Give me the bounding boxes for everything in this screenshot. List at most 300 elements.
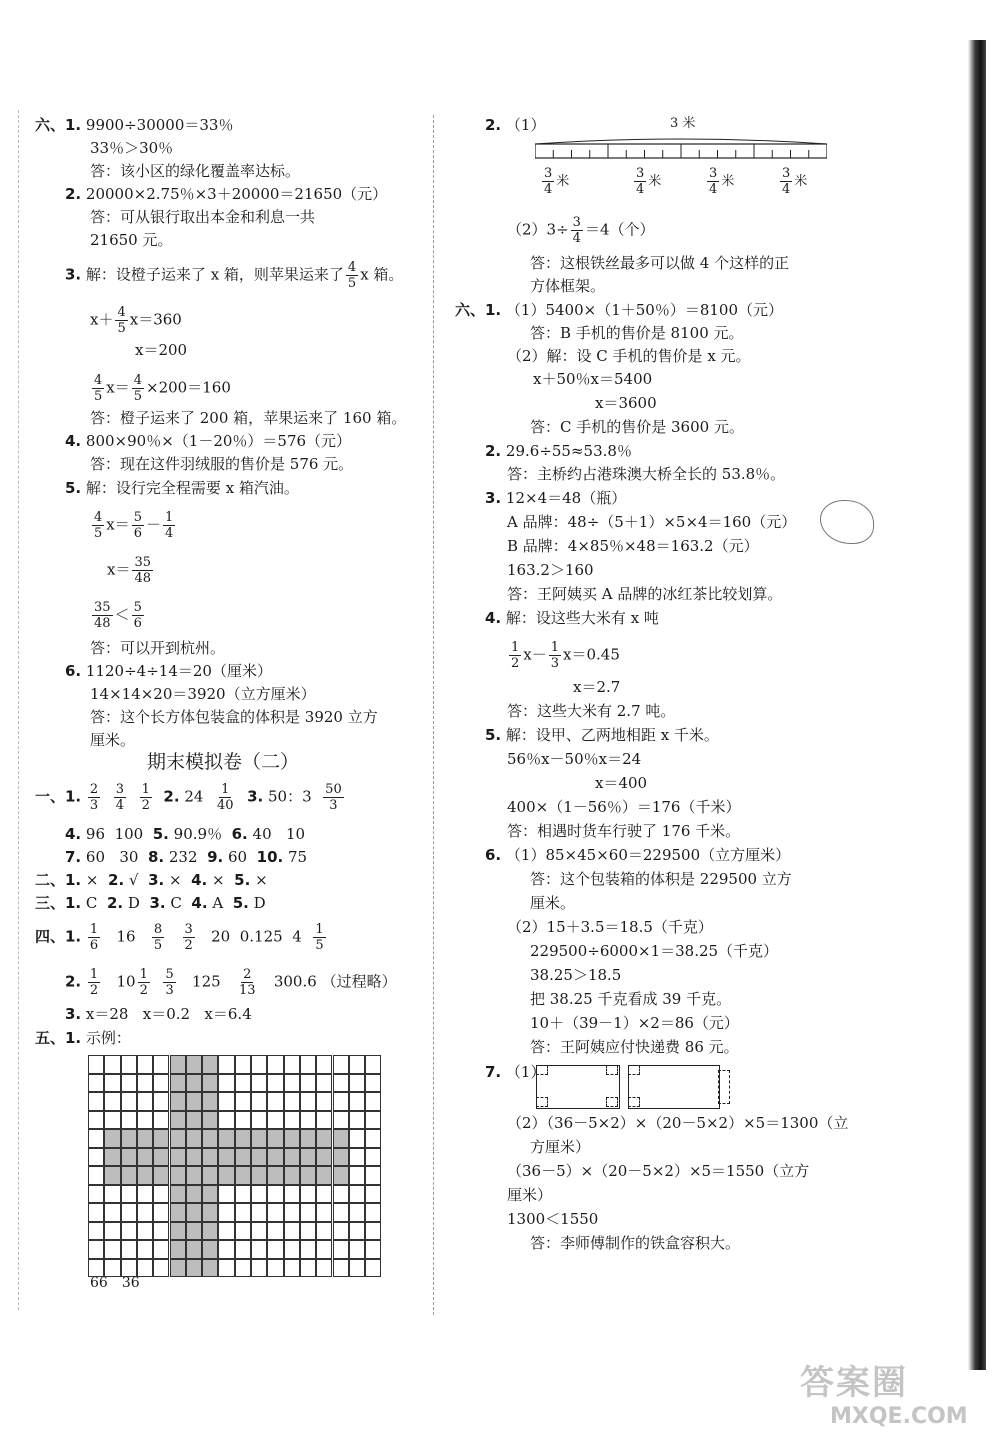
grid-cell (251, 1203, 267, 1222)
segment-label: 米 (648, 174, 662, 189)
grid-cell (153, 1222, 169, 1241)
grid-cell (316, 1185, 332, 1204)
fraction: $\frac{4}{5}$ (133, 373, 143, 404)
grid-cell (88, 1166, 104, 1185)
grid-cell-shaded (186, 1166, 202, 1185)
answer-value: × (169, 871, 182, 889)
equation: x＝0.45 (563, 645, 620, 664)
equation: （36－5）×（20－5×2）×5＝1550（立方 (507, 1162, 810, 1180)
item-label: 4. (485, 609, 502, 627)
corner-cut (628, 1065, 640, 1075)
answer-text: 答：这根铁丝最多可以做 4 个这样的正 (530, 254, 790, 272)
fraction: $\frac{2}{13}$ (238, 967, 256, 998)
grid-cell (267, 1222, 283, 1241)
grid-cell-shaded (121, 1166, 137, 1185)
grid-cell (251, 1185, 267, 1204)
ruler-label: 3 米 (670, 116, 696, 131)
item-label: 2. (163, 787, 180, 806)
grid-cell (267, 1111, 283, 1130)
equation: 10＋（39－1）×2＝86（元） (530, 1014, 739, 1032)
grid-cell (365, 1259, 381, 1278)
item-label: 四、1. (35, 927, 82, 946)
equation: x＝360 (129, 310, 182, 329)
grid-cell (137, 1259, 153, 1278)
grid-cell (153, 1259, 169, 1278)
grid-cell (365, 1185, 381, 1204)
grid-cell (153, 1074, 169, 1093)
equation: ＝4（个） (584, 220, 655, 239)
grid-cell (349, 1111, 365, 1130)
grid-cell (300, 1185, 316, 1204)
grid-cell (300, 1240, 316, 1259)
grid-cell-shaded (202, 1111, 218, 1130)
equation: （2）（36－5×2）×（20－5×2）×5＝1300（立 (507, 1114, 849, 1132)
grid-cell (121, 1185, 137, 1204)
equation: x＋ (90, 310, 114, 329)
grid-cell (267, 1259, 283, 1278)
grid-cell-shaded (300, 1129, 316, 1148)
equation: x＝ (106, 378, 130, 397)
grid-cell (349, 1185, 365, 1204)
corner-cut (606, 1065, 618, 1075)
corner-cut (536, 1097, 548, 1107)
grid-cell (333, 1055, 349, 1074)
equation: ×200＝160 (146, 378, 231, 397)
grid-cell-shaded (186, 1259, 202, 1278)
grid-cell (349, 1092, 365, 1111)
answer-text: 答：可以开到杭州。 (90, 639, 226, 657)
grid-cell (137, 1222, 153, 1241)
equation: x＝3600 (595, 394, 657, 412)
grid-cell-shaded (202, 1166, 218, 1185)
equation: x＝ (107, 560, 131, 579)
answer-text: 答：这个包装箱的体积是 229500 立方 (530, 870, 792, 888)
ruler-ticks (553, 144, 809, 158)
fraction: $\frac{1}{40}$ (216, 782, 234, 813)
grid-cell (365, 1129, 381, 1148)
fraction: $\frac{2}{3}$ (89, 782, 99, 813)
fraction: $\frac{35}{48}$ (134, 555, 152, 586)
grid-cell-shaded (104, 1148, 120, 1167)
item-label: 3. (65, 1005, 82, 1023)
grid-cell (251, 1074, 267, 1093)
grid-cell (121, 1092, 137, 1111)
answer-text: 答：李师傅制作的铁盒容积大。 (530, 1234, 741, 1252)
fraction: $\frac{1}{4}$ (165, 510, 174, 541)
grid-cell (251, 1259, 267, 1278)
grid-cell-shaded (235, 1166, 251, 1185)
grid-cell-shaded (170, 1092, 186, 1111)
grid-cell (333, 1185, 349, 1204)
grid-cell (365, 1092, 381, 1111)
grid-cell-shaded (170, 1129, 186, 1148)
answer-value: 0.125 (239, 927, 283, 946)
grid-cell-shaded (202, 1185, 218, 1204)
note-text: （过程略） (321, 972, 397, 991)
grid-cell-shaded (170, 1148, 186, 1167)
grid-cell-shaded (104, 1129, 120, 1148)
answer-value: 30 (119, 848, 139, 866)
grid-cell-shaded (170, 1111, 186, 1130)
equation: x－ (523, 645, 547, 664)
grid-cell-shaded (235, 1148, 251, 1167)
grid-cell (104, 1203, 120, 1222)
grid-cell (333, 1259, 349, 1278)
answer-text: 答：这个长方体包装盒的体积是 3920 立方 (90, 708, 378, 726)
grid-cell (88, 1055, 104, 1074)
segment-label: 米 (556, 174, 570, 189)
grid-cell (349, 1259, 365, 1278)
grid-cell (235, 1259, 251, 1278)
answer-text: 答：王阿姨应付快递费 86 元。 (530, 1038, 739, 1056)
grid-cell (316, 1259, 332, 1278)
answer-text: 答：王阿姨买 A 品牌的冰红茶比较划算。 (507, 585, 783, 603)
page-number: 66 36 (90, 1275, 140, 1291)
segment-label: 米 (721, 174, 735, 189)
answer-text: 答：橙子运来了 200 箱，苹果运来了 160 箱。 (90, 409, 407, 427)
fraction: $\frac{4}{5}$ (117, 305, 126, 336)
item-label: 2. (106, 894, 124, 912)
grid-cell (235, 1240, 251, 1259)
grid-cell (121, 1055, 137, 1074)
grid-cell (137, 1092, 153, 1111)
grid-cell (153, 1092, 169, 1111)
watermark-url: MXQE.COM (830, 1404, 968, 1429)
item-label: 3. (149, 894, 166, 912)
grid-cell (104, 1222, 120, 1241)
grid-cell-shaded (186, 1074, 202, 1093)
grid-cell-shaded (186, 1111, 202, 1130)
grid-cell (267, 1074, 283, 1093)
answer-text: 答：可从银行取出本金和利息一共 (90, 208, 316, 226)
item-label: 五、1. (35, 1029, 82, 1047)
grid-cell (251, 1092, 267, 1111)
grid-cell (316, 1240, 332, 1259)
grid-cell (235, 1074, 251, 1093)
grid-cell-shaded (316, 1148, 332, 1167)
grid-cell (88, 1129, 104, 1148)
item-label: 5. (152, 825, 169, 843)
grid-cell (218, 1111, 234, 1130)
item-label: 二、1. (35, 871, 82, 889)
corner-cut (536, 1065, 548, 1075)
equation: x＝2.7 (573, 678, 621, 696)
grid-cell (365, 1240, 381, 1259)
item-label: 7. (485, 1063, 502, 1081)
answer-text: 答：现在这件羽绒服的售价是 576 元。 (90, 455, 354, 473)
grid-cell-shaded (202, 1092, 218, 1111)
item-label: 5. (65, 479, 82, 497)
grid-cell (316, 1222, 332, 1241)
fraction: $\frac{3}{4}$ (572, 215, 581, 246)
grid-cell (235, 1055, 251, 1074)
grid-cell-shaded (186, 1185, 202, 1204)
answer-value: C (85, 894, 98, 912)
equation: 14×14×20＝3920（立方厘米） (90, 685, 316, 703)
equation: B 品牌：4×85％×48＝163.2（元） (507, 537, 759, 555)
grid-cell (235, 1185, 251, 1204)
item-label: 4. (191, 894, 208, 912)
grid-cell (218, 1259, 234, 1278)
grid-cell (218, 1092, 234, 1111)
grid-cell (218, 1203, 234, 1222)
item-label: 6. (65, 662, 82, 680)
answer-text: 厘米。 (530, 894, 576, 912)
grid-cell-shaded (284, 1148, 300, 1167)
grid-cell (137, 1185, 153, 1204)
fraction: $\frac{35}{48}$ (94, 600, 111, 631)
item-label: 三、1. (35, 894, 82, 912)
net-rectangle-2 (628, 1065, 720, 1109)
grid-cell (137, 1240, 153, 1259)
equation: 方厘米） (530, 1138, 591, 1156)
equation: x＝400 (595, 774, 648, 792)
grid-cell (153, 1185, 169, 1204)
equation: x＝ (106, 515, 130, 534)
item-label: 六、1. (35, 116, 82, 134)
grid-cell (284, 1111, 300, 1130)
grid-cell-shaded (202, 1148, 218, 1167)
grid-cell-shaded (251, 1129, 267, 1148)
item-label: 2. (65, 185, 82, 203)
grid-cell (300, 1203, 316, 1222)
item-label: 一、1. (35, 787, 82, 806)
grid-cell (235, 1111, 251, 1130)
grid-cell-shaded (170, 1259, 186, 1278)
grid-cell (121, 1222, 137, 1241)
item-label: 3. (485, 489, 502, 507)
grid-cell (300, 1222, 316, 1241)
item-label: 2. (485, 442, 502, 460)
watermark-logo: 答案圈 (800, 1363, 908, 1403)
fraction: $\frac{4}{5}$ (94, 510, 103, 541)
grid-cell-shaded (218, 1148, 234, 1167)
grid-cell-shaded (333, 1166, 349, 1185)
grid-cell-shaded (170, 1166, 186, 1185)
item-label: 4. (191, 871, 208, 889)
grid-cell (121, 1203, 137, 1222)
grid-cell (267, 1185, 283, 1204)
answer-value: 10 (285, 825, 306, 843)
grid-cell (333, 1203, 349, 1222)
grid-cell-shaded (186, 1055, 202, 1074)
answer-text: 答：该小区的绿化覆盖率达标。 (90, 162, 301, 180)
grid-cell-shaded (170, 1074, 186, 1093)
answer-value: C (170, 894, 182, 912)
item-label: 8. (147, 848, 165, 866)
grid-cell-shaded (202, 1055, 218, 1074)
answer-value: 60 (228, 848, 248, 866)
grid-cell (284, 1185, 300, 1204)
grid-cell (218, 1074, 234, 1093)
equation: 38.25＞18.5 (530, 966, 622, 984)
solution-text: x 箱。 (360, 265, 404, 284)
grid-cell (267, 1240, 283, 1259)
grid-cell (104, 1074, 120, 1093)
answer-value: D (127, 894, 140, 912)
grid-cell (104, 1185, 120, 1204)
solution-text: 解：设橙子运来了 x 箱，则苹果运来了 (85, 265, 344, 284)
grid-cell (333, 1222, 349, 1241)
grid-cell (365, 1222, 381, 1241)
equation: 1300＜1550 (507, 1210, 599, 1228)
grid-cell-shaded (202, 1203, 218, 1222)
grid-cell (333, 1074, 349, 1093)
fraction: $\frac{5}{3}$ (165, 967, 174, 998)
grid-cell (121, 1240, 137, 1259)
grid-cell (137, 1203, 153, 1222)
grid-cell (349, 1222, 365, 1241)
grid-cell-shaded (137, 1148, 153, 1167)
grid-cell-shaded (202, 1129, 218, 1148)
grid-cell (349, 1148, 365, 1167)
grid-cell (316, 1203, 332, 1222)
equation: 9900÷30000＝33％ (85, 116, 234, 134)
grid-cell (349, 1166, 365, 1185)
grid-cell (349, 1240, 365, 1259)
grid-cell (316, 1055, 332, 1074)
grid-cell (284, 1074, 300, 1093)
equation: 厘米） (507, 1186, 553, 1204)
solution-text: 解：设这些大米有 x 吨 (505, 609, 659, 627)
grid-cell (104, 1111, 120, 1130)
grid-cell (365, 1166, 381, 1185)
solution-text: 把 38.25 千克看成 39 千克。 (530, 990, 732, 1008)
grid-cell (88, 1240, 104, 1259)
grid-cell (365, 1148, 381, 1167)
grid-cell-shaded (267, 1166, 283, 1185)
grid-cell (218, 1055, 234, 1074)
grid-cell-shaded (170, 1055, 186, 1074)
grid-cell (104, 1055, 120, 1074)
equation: 29.6÷55≈53.8％ (505, 442, 632, 460)
grid-cell (267, 1092, 283, 1111)
cube-net-grid (88, 1055, 382, 1277)
grid-cell (88, 1259, 104, 1278)
grid-cell (251, 1222, 267, 1241)
item-label: 5. (485, 726, 502, 744)
answer-value: 60 (85, 848, 106, 866)
answer-value: 100 (114, 825, 144, 843)
item-label: 9. (207, 848, 224, 866)
extension (718, 1070, 730, 1104)
grid-cell (121, 1259, 137, 1278)
grid-cell-shaded (153, 1166, 169, 1185)
answer-text: 答：主桥约占港珠澳大桥全长的 53.8％。 (507, 465, 786, 483)
item-label: 5. (232, 894, 249, 912)
grid-cell (349, 1129, 365, 1148)
page-edge-shadow (968, 40, 986, 1370)
grid-cell (284, 1055, 300, 1074)
grid-cell (333, 1092, 349, 1111)
grid-cell (365, 1111, 381, 1130)
grid-cell-shaded (186, 1092, 202, 1111)
part-label: （1） (505, 1063, 546, 1081)
answer-value: 24 (184, 787, 204, 806)
grid-cell (300, 1074, 316, 1093)
grid-cell (300, 1092, 316, 1111)
equation: 33％＞30％ (90, 139, 174, 157)
grid-cell-shaded (170, 1222, 186, 1241)
grid-cell (218, 1240, 234, 1259)
grid-cell (349, 1055, 365, 1074)
grid-cell-shaded (316, 1129, 332, 1148)
grid-cell (235, 1203, 251, 1222)
fraction: $\frac{4}{5}$ (347, 260, 357, 291)
item-label: 3. (247, 787, 264, 806)
equation: （1）85×45×60＝229500（立方厘米） (505, 846, 791, 864)
grid-cell-shaded (153, 1148, 169, 1167)
answer-value: 96 (85, 825, 106, 843)
grid-cell (267, 1055, 283, 1074)
grid-cell (300, 1111, 316, 1130)
equation: 163.2＞160 (507, 561, 594, 579)
segment-label: 米 (794, 174, 808, 189)
grid-cell (365, 1203, 381, 1222)
answer-text: 答：B 手机的售价是 8100 元。 (530, 324, 744, 342)
part-label: （1） (505, 116, 546, 134)
fraction: $\frac{1}{2}$ (511, 640, 520, 671)
item-label: 10. (256, 848, 284, 866)
answer-value: 40 (252, 825, 272, 843)
grid-cell (349, 1074, 365, 1093)
grid-cell-shaded (104, 1166, 120, 1185)
grid-cell (267, 1203, 283, 1222)
grid-cell (349, 1203, 365, 1222)
answer-value: x＝6.4 (204, 1005, 252, 1023)
item-label: 6. (485, 846, 502, 864)
grid-cell-shaded (202, 1259, 218, 1278)
equation: ＜ (114, 605, 130, 624)
answer-value: 4 (292, 927, 302, 946)
fraction: $\frac{8}{5}$ (153, 922, 163, 953)
answer-value: 10 (116, 972, 136, 991)
ruler-diagram (535, 136, 827, 162)
grid-cell (218, 1185, 234, 1204)
grid-cell-shaded (218, 1166, 234, 1185)
grid-cell (104, 1259, 120, 1278)
answer-value: 300.6 (273, 972, 317, 991)
answer-value: x＝0.2 (142, 1005, 191, 1023)
grid-cell (284, 1203, 300, 1222)
grid-cell (88, 1222, 104, 1241)
equation: 56％x－50％x＝24 (507, 750, 642, 768)
answer-text: 答：相遇时货车行驶了 176 千米。 (507, 822, 741, 840)
fraction: $\frac{1}{2}$ (139, 967, 148, 998)
grid-cell-shaded (333, 1129, 349, 1148)
fraction: $\frac{1}{5}$ (315, 922, 324, 953)
answer-text: 厘米。 (90, 731, 136, 749)
fraction: $\frac{1}{2}$ (141, 782, 150, 813)
fraction: $\frac{4}{5}$ (94, 373, 103, 404)
equation: 1120÷4÷14＝20（厘米） (85, 662, 272, 680)
grid-cell (235, 1222, 251, 1241)
grid-cell-shaded (235, 1129, 251, 1148)
grid-cell-shaded (218, 1129, 234, 1148)
equation: A 品牌：48÷（5＋1）×5×4＝160（元） (507, 513, 797, 531)
grid-cell (251, 1111, 267, 1130)
fraction: $\frac{3}{2}$ (184, 922, 193, 953)
answer-value: √ (128, 871, 139, 889)
equation: （2）3÷ (507, 220, 569, 239)
grid-cell-shaded (202, 1222, 218, 1241)
fraction: $\frac{5}{6}$ (133, 600, 142, 631)
item-label: 2. (485, 116, 502, 134)
answer-value: x＝28 (85, 1005, 129, 1023)
grid-cell-shaded (137, 1166, 153, 1185)
grid-cell (88, 1092, 104, 1111)
fraction: $\frac{3}{4}$ (115, 782, 125, 813)
